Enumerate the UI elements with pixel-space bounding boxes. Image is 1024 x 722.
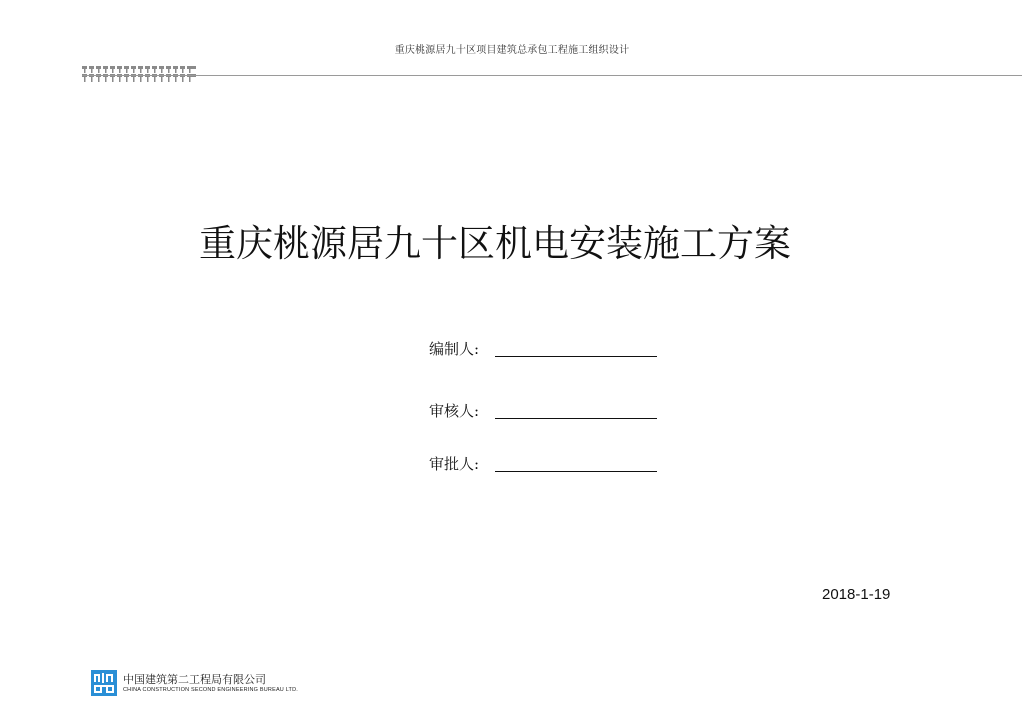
signature-line-preparer — [495, 356, 657, 357]
document-date: 2018-1-19 — [822, 586, 891, 603]
document-title: 重庆桃源居九十区机电安装施工方案 — [199, 222, 791, 265]
signature-row-approver — [429, 449, 657, 473]
header-registration-marks-icon — [82, 64, 196, 88]
signature-label-reviewer: 审核人: — [429, 402, 480, 420]
signature-row-reviewer — [429, 396, 657, 420]
signature-label-preparer: 编制人: — [429, 340, 480, 358]
signature-line-approver — [495, 471, 657, 472]
cscec-logo-icon — [91, 670, 117, 696]
running-header: 重庆桃源居九十区项目建筑总承包工程施工组织设计 — [394, 45, 630, 56]
company-name-english: CHINA CONSTRUCTION SECOND ENGINEERING BUREAU LTD. — [123, 687, 299, 693]
signature-line-reviewer — [495, 418, 657, 419]
signature-label-approver: 审批人: — [429, 455, 480, 473]
header-divider — [82, 75, 1022, 76]
signature-row-preparer — [429, 334, 657, 358]
company-name-chinese: 中国建筑第二工程局有限公司 — [123, 673, 266, 686]
